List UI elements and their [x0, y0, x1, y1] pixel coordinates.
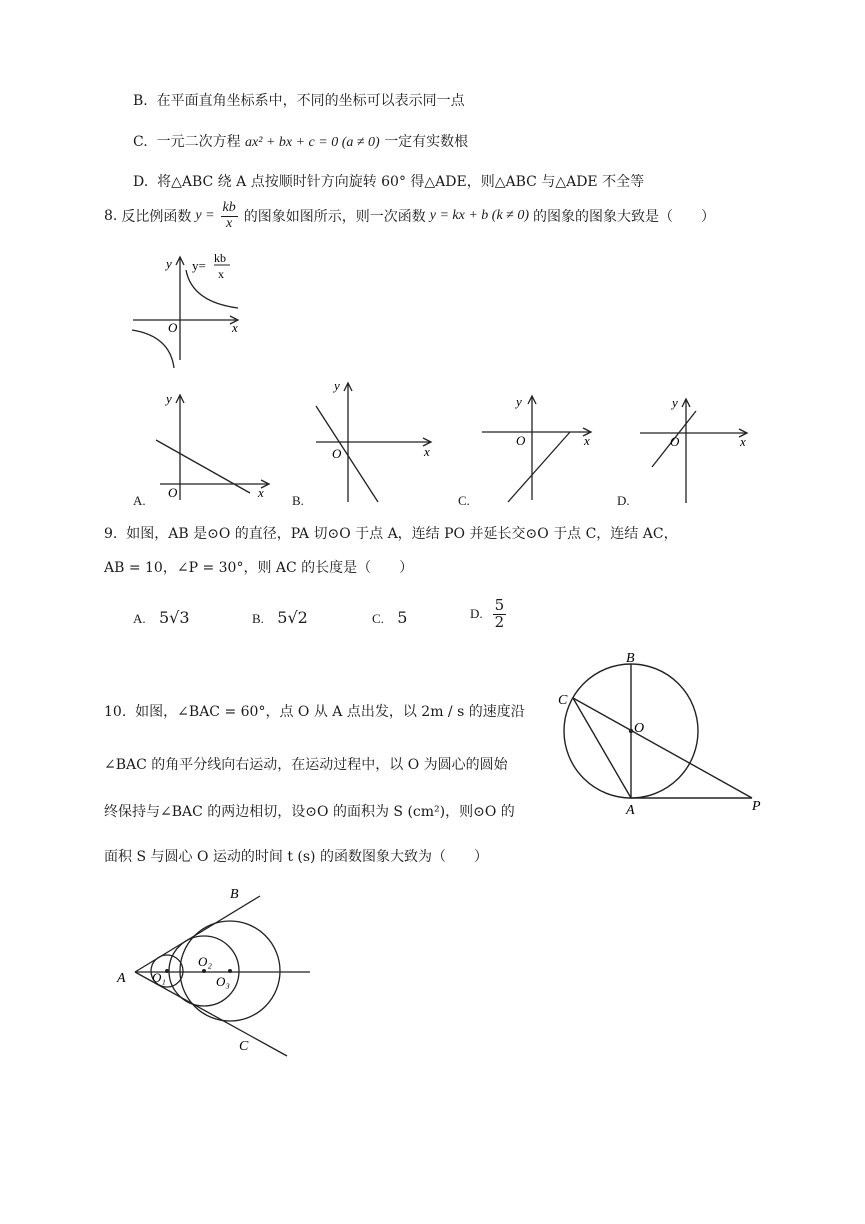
option-text: 在平面直角坐标系中，不同的坐标可以表示同一点 [156, 93, 465, 109]
q9-option-a [133, 608, 190, 627]
axis-x-label: x [258, 485, 264, 500]
option-value: 5√2 [277, 608, 308, 627]
origin-label: O [332, 446, 342, 461]
origin-label: O [168, 320, 178, 335]
axis-y-label: y [166, 391, 172, 406]
q9-stem-line1 [104, 523, 678, 543]
choice-c-graph [480, 392, 600, 507]
q10-stem-line4: 面积 S 与圆心 O 运动的时间 t (s) 的函数图象大致为（ ） [104, 849, 488, 865]
question-text: 如图，∠BAC = 60°，点 O 从 A 点出发，以 2m / s 的速度沿 [135, 704, 525, 720]
formula: y = kx + b (k ≠ 0) [429, 208, 530, 224]
point-o-label: O [634, 721, 645, 736]
choice-b-label: B. [292, 493, 304, 508]
point-a-label: A [117, 971, 126, 986]
option-letter: A. [133, 611, 146, 626]
origin-label: O [670, 434, 680, 449]
option-value: 5 [397, 608, 408, 627]
option-letter: B. [252, 611, 264, 626]
option-letter: B. [133, 93, 148, 109]
question-number: 10. [104, 704, 127, 720]
question-text: 如图，AB 是⊙O 的直径，PA 切⊙O 于点 A，连结 PO 并延长交⊙O 于点 C，连结 AC， [126, 526, 678, 542]
fig-label-x: x [218, 267, 224, 281]
fraction-numerator: kb [222, 200, 236, 215]
question-text: 反比例函数 [121, 209, 192, 226]
q9-option-c [372, 608, 407, 627]
point-a-label: A [626, 803, 635, 818]
choice-d-graph [638, 395, 753, 510]
q10-stem-line2: ∠BAC 的角平分线向右运动，在运动过程中，以 O 为圆心的圆始 [104, 757, 508, 773]
point-b-label: B [230, 887, 239, 902]
fig-label-eq: y= [192, 258, 206, 273]
fraction-denominator: x [226, 215, 233, 231]
choice-c-label: C. [458, 493, 470, 508]
choice-a-label: A. [133, 493, 146, 508]
q7-option-d [133, 171, 644, 191]
question-text: 的图象的图象大致是（ ） [533, 209, 716, 226]
question-number: 9. [104, 526, 118, 542]
point-c-label: C [558, 693, 568, 708]
option-letter: D. [470, 606, 483, 622]
q9-option-b [252, 608, 308, 627]
choice-a-graph [150, 388, 275, 503]
axis-y-label: y [672, 395, 678, 410]
question-text: 的图象如图所示，则一次函数 [243, 209, 426, 226]
q9-circle-figure [552, 648, 772, 820]
question-number: 8. [104, 208, 118, 225]
choice-b-graph [310, 378, 440, 503]
fraction-denominator: 2 [494, 612, 505, 631]
axis-x-label: x [232, 320, 238, 335]
formula: y = [195, 208, 215, 224]
fig-label-y: y [166, 256, 172, 271]
axis-y-label: y [516, 394, 522, 409]
origin-label: O [516, 433, 526, 448]
option-letter: D. [133, 174, 149, 190]
option-value: 5√3 [159, 608, 190, 627]
axis-y-label: y [334, 378, 340, 393]
q7-option-c [133, 131, 468, 151]
option-text: 一定有实数根 [384, 134, 469, 150]
point-p-label: P [752, 799, 761, 814]
quadratic-equation: ax² + bx + c = 0 (a ≠ 0) [245, 135, 380, 150]
origin-label: O [168, 485, 178, 500]
point-o2-label: O₂ [198, 954, 212, 969]
fraction [493, 598, 507, 631]
fraction-numerator: 5 [494, 596, 505, 614]
q10-stem-line3: 终保持与∠BAC 的两边相切，设⊙O 的面积为 S (cm²)，则⊙O 的 [104, 804, 515, 820]
fig-label-kb: kb [214, 251, 226, 265]
q8-stem [104, 201, 715, 231]
q10-stem-line1 [104, 701, 525, 721]
option-letter: C. [133, 134, 148, 150]
option-text: 一元二次方程 [156, 134, 241, 150]
hyperbola-figure [128, 250, 258, 375]
choice-d-label: D. [617, 493, 630, 508]
q9-option-d [470, 598, 508, 631]
fraction [221, 201, 238, 231]
q10-angle-figure [112, 882, 322, 1062]
point-o1-label: O₁ [152, 970, 166, 985]
axis-x-label: x [424, 444, 430, 459]
q7-option-b [133, 90, 465, 110]
point-o3-label: O₃ [216, 974, 230, 989]
point-c-label: C [239, 1039, 249, 1054]
point-b-label: B [626, 651, 635, 666]
axis-x-label: x [740, 434, 746, 449]
option-letter: C. [372, 611, 384, 626]
option-text: 将△ABC 绕 A 点按顺时针方向旋转 60° 得△ADE，则△ABC 与△ADE 不全等 [157, 174, 645, 190]
q9-stem-line2: AB = 10，∠P = 30°，则 AC 的长度是（ ） [104, 560, 414, 576]
axis-x-label: x [584, 433, 590, 448]
